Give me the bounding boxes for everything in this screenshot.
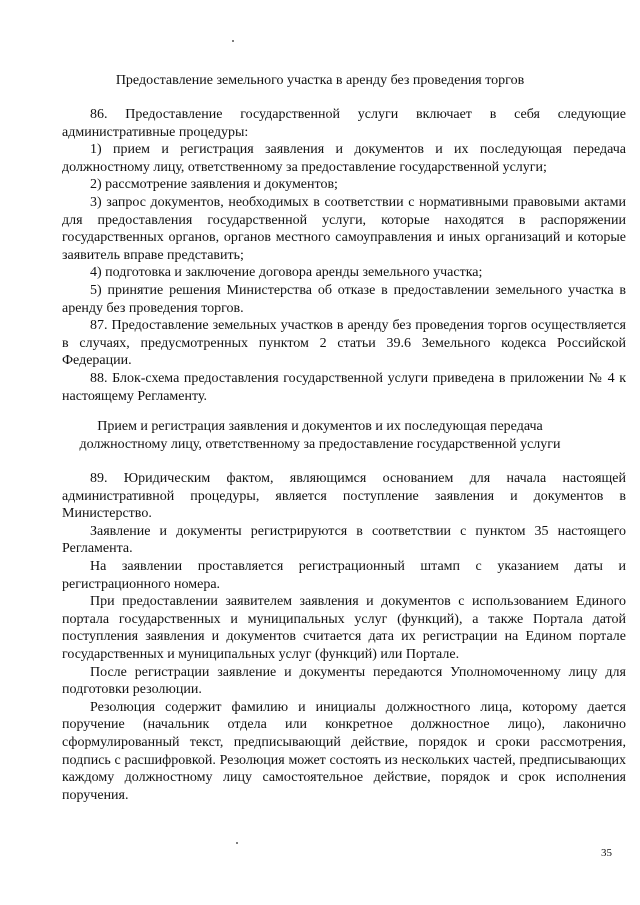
section-heading-land-lease: Предоставление земельного участка в аренду без проведения торгов (115, 73, 525, 88)
paragraph-86-item-4: 4) подготовка и заключение договора аренды земельного участка; (90, 265, 483, 281)
scan-speck (232, 40, 234, 42)
section-heading-line-1: Прием и регистрация заявления и документов и их последующая передача (97, 419, 543, 434)
paragraph-86-item-5: 5) принятие решения Министерства об отказе в предоставлении земельного участка в аренду без проведения торгов. (62, 282, 626, 316)
paragraph-86: 86. Предоставление государственной услуги включает в себя следующие административные процедуры: (62, 107, 626, 140)
section-heading-line-2: должностному лицу, ответственному за предоставление государственной услуги (79, 437, 561, 452)
paragraph-87: 87. Предоставление земельных участков в аренду без проведения торгов осуществляется в случаях, предусмотренных пунктом 2 статьи 39.6 Земельного кодекса Российской Федерации. (62, 318, 626, 369)
section-body-reception-registration (62, 470, 626, 804)
paragraph-86-item-1: 1) прием и регистрация заявления и документов и их последующая передача должностному лицу, ответственному за предоставление государственной услуги; (62, 142, 626, 175)
page-number: 35 (601, 847, 612, 859)
paragraph-portal: При предоставлении заявителем заявления и документов с использованием Единого портала государственных и муниципальных услуг (функций), а также Портала датой поступления заявления и документов считается дата их регистрации на Едином портале государственных и муниципальных услуг (функций) или Портале. (62, 594, 626, 662)
paragraph-88: 88. Блок-схема предоставления государственной услуги приведена в приложении № 4 к настоящему Регламенту. (62, 370, 626, 404)
paragraph-89: 89. Юридическим фактом, являющимся основанием для начала настоящей административной процедуры, является поступление заявления и документов в Министерство. (62, 471, 626, 522)
section-heading-reception-registration (40, 418, 600, 454)
paragraph-86-item-3: 3) запрос документов, необходимых в соответствии с нормативными правовыми актами для предоставления государственной услуги, которые находятся в распоряжении государственных органов, органов местного самоуправления и иных организаций и которые заявитель вправе представить; (62, 194, 626, 263)
paragraph-stamp: На заявлении проставляется регистрационный штамп с указанием даты и регистрационного номера. (62, 558, 626, 592)
scan-speck (236, 842, 238, 844)
paragraph-registration: Заявление и документы регистрируются в соответствии с пунктом 35 настоящего Регламента. (62, 523, 626, 557)
section-body-land-lease (62, 106, 626, 405)
paragraph-resolution: Резолюция содержит фамилию и инициалы должностного лица, которому дается поручение (начальник отдела или конкретное должностное лицо), лаконично сформулированный текст, предписывающий действие, порядок и сроки рассмотрения, подпись с расшифровкой. Резолюция может состоять из нескольких частей, предписывающих каждому должностному лицу самостоятельное действие, порядок и срок исполнения поручения. (62, 699, 626, 803)
paragraph-transfer: После регистрации заявление и документы передаются Уполномоченному лицу для подготовки резолюции. (62, 664, 626, 698)
paragraph-86-item-2: 2) рассмотрение заявления и документов; (90, 177, 338, 193)
